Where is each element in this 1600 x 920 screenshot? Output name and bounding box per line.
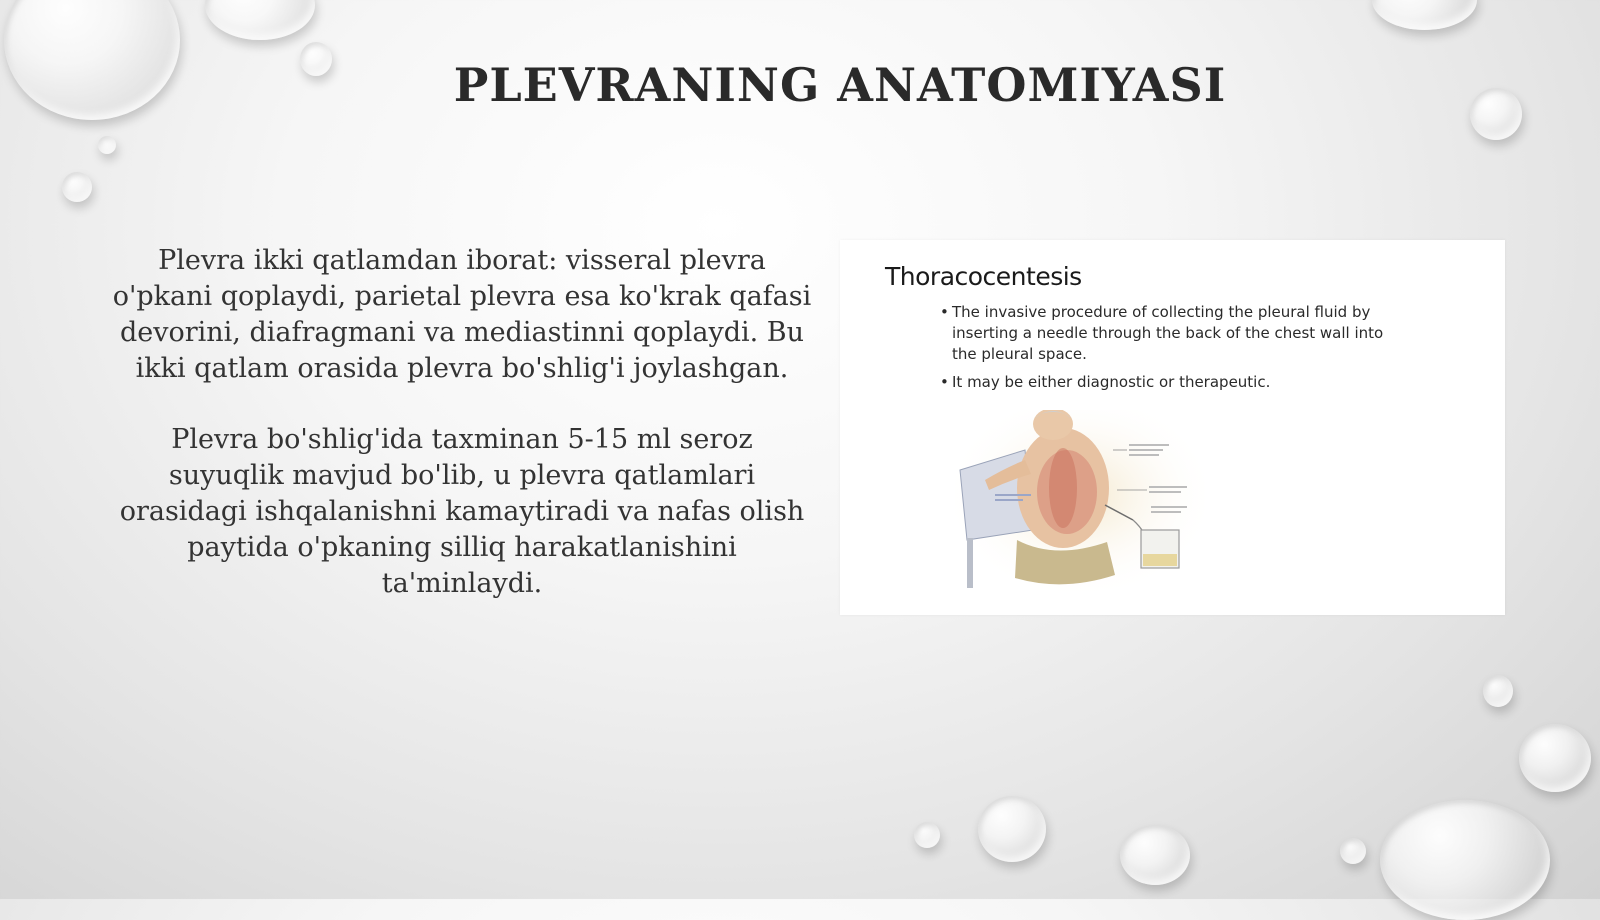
figure-bullet-list [940, 302, 1400, 400]
water-drop-decoration [98, 136, 116, 154]
water-drop-decoration [1372, 0, 1477, 30]
water-drop-decoration [914, 822, 940, 848]
water-drop-decoration [62, 172, 92, 202]
paragraph-pleural-fluid: Plevra bo'shlig'ida taxminan 5-15 ml seroz suyuqlik mavjud bo'lib, u plevra qatlamlari orasidagi ishqalanishni kamaytiradi va nafas olish paytida o'pkaning silliq harakatlanishini ta'minlaydi. [119, 424, 805, 599]
water-drop-decoration [1483, 675, 1513, 707]
water-drop-decoration [1519, 724, 1591, 792]
water-drop-decoration [1120, 825, 1190, 885]
thoracocentesis-illustration [955, 410, 1205, 600]
figure-bullet: • It may be either diagnostic or therapeutic. [940, 372, 1400, 393]
body-text [112, 243, 812, 637]
figure-title: Thoracocentesis [885, 262, 1082, 291]
slide-title: PLEVRANING ANATOMIYASI [453, 58, 1227, 112]
water-drop-decoration [205, 0, 315, 40]
water-drop-decoration [978, 796, 1046, 862]
water-drop-decoration [4, 0, 180, 120]
water-drop-decoration [300, 42, 332, 76]
water-drop-decoration [1340, 838, 1366, 864]
figure-bullet: • The invasive procedure of collecting the pleural fluid by inserting a needle through the back of the chest wall into the pleural space. [940, 302, 1400, 365]
paragraph-pleura-layers: Plevra ikki qatlamdan iborat: visseral plevra o'pkani qoplaydi, parietal plevra esa ko'krak qafasi devorini, diafragmani va mediastinni qoplaydi. Bu ikki qatlam orasida plevra bo'shlig'i joylashgan. [112, 245, 812, 384]
water-drop-decoration [1470, 88, 1522, 140]
thoracocentesis-figure [840, 240, 1505, 615]
water-drop-decoration [1380, 800, 1550, 920]
